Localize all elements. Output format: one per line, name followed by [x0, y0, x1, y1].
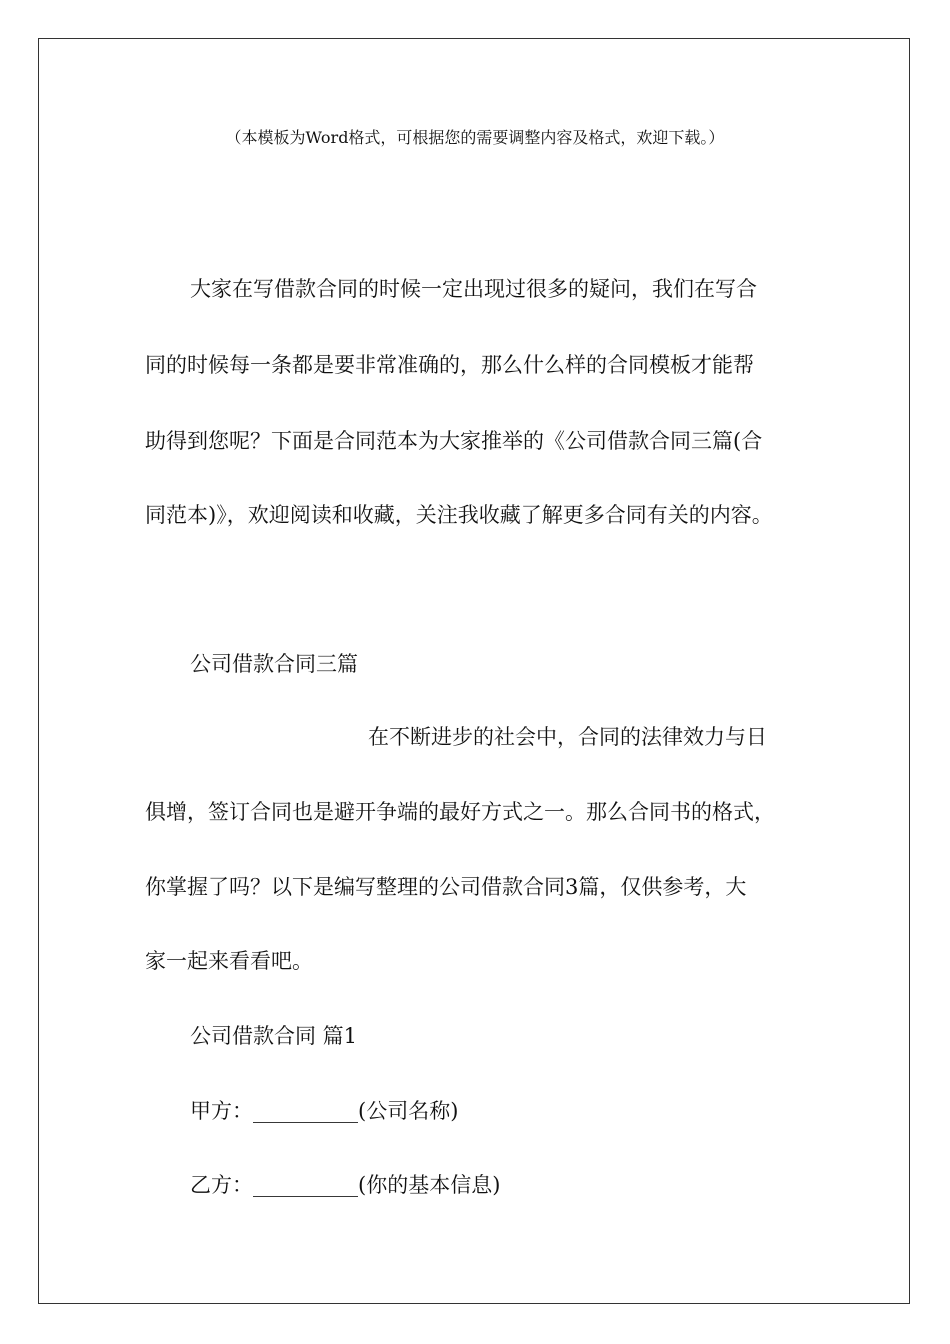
party-b-field: 乙方：__________(你的基本信息) — [190, 1173, 501, 1197]
page-border — [38, 38, 910, 1304]
intro-line-4: 同范本)》，欢迎阅读和收藏，关注我收藏了解更多合同有关的内容。 — [145, 503, 773, 527]
body-line-4: 家一起来看看吧。 — [145, 949, 313, 973]
intro-line-2: 同的时候每一条都是要非常准确的，那么什么样的合同模板才能帮 — [145, 353, 754, 377]
contract-subtitle: 公司借款合同 篇1 — [190, 1024, 358, 1048]
section-title: 公司借款合同三篇 — [190, 652, 358, 676]
party-a-field: 甲方：__________(公司名称) — [190, 1099, 459, 1123]
body-line-2: 俱增，签订合同也是避开争端的最好方式之一。那么合同书的格式， — [145, 800, 775, 824]
body-line-1: 在不断进步的社会中，合同的法律效力与日 — [368, 725, 767, 749]
intro-line-1: 大家在写借款合同的时候一定出现过很多的疑问，我们在写合 — [190, 277, 757, 301]
intro-line-3: 助得到您呢？下面是合同范本为大家推举的《公司借款合同三篇(合 — [145, 429, 763, 453]
template-notice: （本模板为Word格式，可根据您的需要调整内容及格式，欢迎下载。） — [225, 128, 725, 147]
body-line-3: 你掌握了吗？以下是编写整理的公司借款合同3篇，仅供参考，大 — [145, 875, 747, 899]
